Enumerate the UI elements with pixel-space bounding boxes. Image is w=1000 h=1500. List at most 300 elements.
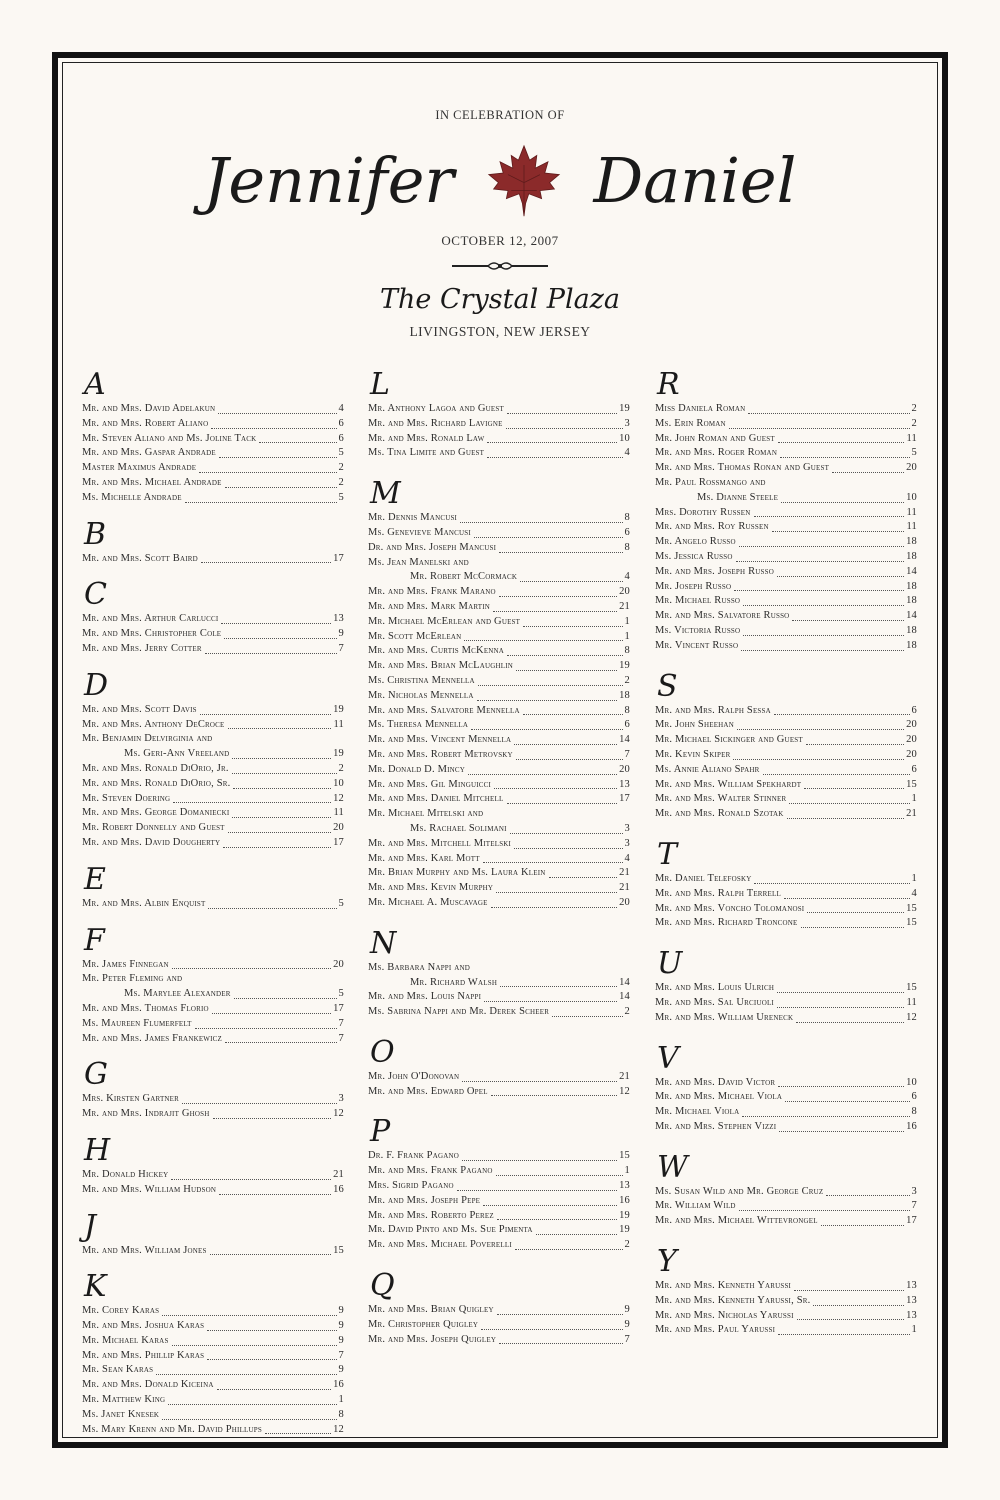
guest-name: Mr. Michael Viola [655,1106,740,1118]
guest-name: Mr. and Mrs. Frank Marano [368,586,496,598]
dot-leader [736,561,904,562]
guest-name: Ms. Genevieve Mancusi [368,526,471,538]
section-letter: Q [370,1268,395,1304]
table-number: 12 [333,1108,344,1120]
guest-entry [368,1070,630,1085]
guest-entry [368,792,630,807]
guest-entry [368,896,630,911]
table-number: 17 [333,552,344,564]
guest-entry [368,1238,630,1253]
section-t [655,838,917,931]
table-number: 6 [911,1091,917,1103]
pre-title: IN CELEBRATION OF [435,108,565,122]
dot-leader [468,774,617,775]
section-letter: B [84,516,107,552]
guest-entry [82,762,344,777]
section-letter: R [657,367,680,402]
section-letter: M [370,476,401,512]
dot-leader [743,605,904,606]
table-number: 17 [619,793,630,805]
guest-entry [368,674,630,689]
guest-name: Mr. Brian Murphy and Ms. Laura Klein [368,867,546,879]
section-j [82,1210,344,1259]
table-number: 20 [619,586,630,598]
dot-leader [787,818,905,819]
guest-name: Mr. and Mrs. Ronald DiOrio, Sr. [82,777,231,789]
guest-name: Mr. Steven Doering [82,792,171,804]
table-number: 3 [624,837,630,849]
guest-name: Mr. and Mrs. Roberto Perez [368,1209,494,1221]
dot-leader [763,774,910,775]
guest-name: Mrs. Sigrid Pagano [368,1180,454,1192]
dot-leader [225,487,337,488]
dot-leader [734,590,904,591]
dot-leader [777,1007,905,1008]
guest-name: Mr. and Mrs. Phillip Karas [82,1349,205,1361]
table-number: 15 [906,917,917,929]
guest-name: Mr. and Mrs. George Domaniecki [82,807,230,819]
dot-leader [494,788,617,789]
guest-entry [368,446,630,461]
table-number: 2 [338,462,344,474]
table-number: 9 [338,1364,344,1376]
table-number: 18 [906,580,917,592]
guest-entry [368,990,630,1005]
guest-entry [82,612,344,627]
guest-name: Mr. Scott McErlean [368,630,462,642]
section-letter: C [84,577,107,613]
guest-name: Mr. Anthony Lagoa and Guest [368,403,504,414]
guest-name: Master Maximus Andrade [82,462,197,474]
guest-entry [82,1017,344,1032]
guest-entry [368,961,630,976]
guest-name: Mr. and Mrs. Mark Martin [368,600,491,612]
dot-leader [797,1319,904,1320]
dot-leader [228,728,332,729]
guest-entry [655,520,917,535]
guest-name: Mr. and Mrs. Joshua Karas [82,1320,205,1332]
dot-leader [477,700,617,701]
dot-leader [496,892,617,893]
table-number: 1 [624,1165,630,1177]
guest-name: Ms. Jean Manelski and [368,556,469,568]
guest-name: Mr. Sean Karas [82,1364,154,1376]
table-number: 8 [624,704,630,716]
table-number: 13 [906,1280,917,1292]
guest-name: Mr. and Mrs. James Frankewicz [82,1032,222,1044]
table-number: 4 [624,571,630,583]
dot-leader [826,1195,909,1196]
dot-leader [182,1103,337,1104]
dot-leader [484,1001,617,1002]
table-number: 14 [906,610,917,622]
guest-entry [368,432,630,447]
table-number: 7 [338,642,344,654]
table-number: 21 [906,808,917,820]
guest-entry [368,1005,630,1020]
guest-name: Mr. and Mrs. Joseph Russo [655,565,774,577]
table-number: 13 [906,1294,917,1306]
table-number: 12 [619,1085,630,1097]
table-number: 15 [906,778,917,790]
guest-name: Mr. and Mrs. Stephen Vizzi [655,1120,777,1132]
guest-name: Mr. and Mrs. Donald Kiceina [82,1379,214,1391]
dot-leader [172,1345,337,1346]
table-number: 17 [333,1002,344,1014]
dot-leader [462,1160,617,1161]
table-number: 8 [624,512,630,524]
guest-entry [82,703,344,718]
guest-name: Ms. Dianne Steele [697,491,779,503]
guest-entry [368,1194,630,1209]
guest-entry [82,1304,344,1319]
guest-name: Ms. Sabrina Nappi and Mr. Derek Scheer [368,1006,550,1018]
dot-leader [781,502,904,503]
table-number: 20 [333,822,344,834]
guest-name: Ms. Annie Aliano Spahr [655,763,760,775]
guest-name: Mr. and Mrs. William Hudson [82,1183,217,1195]
section-letter: W [657,1149,688,1185]
table-number: 12 [333,792,344,804]
dot-leader [516,670,617,671]
guest-entry [368,402,630,417]
dot-leader [162,1315,336,1316]
table-number: 2 [911,417,917,429]
section-m [368,477,630,911]
guest-name: Mr. Angelo Russo [655,536,736,548]
table-number: 13 [619,778,630,790]
dot-leader [832,472,904,473]
guest-name: Mr. Donald Hickey [82,1168,169,1180]
guest-name: Mr. and Mrs. Daniel Mitchell [368,793,504,805]
dot-leader [520,581,622,582]
section-letter: V [657,1040,679,1076]
guest-entry [82,821,344,836]
guest-entry [655,432,917,447]
table-number: 6 [911,704,917,716]
dot-leader [743,635,904,636]
dot-leader [213,1118,332,1119]
table-number: 20 [906,462,917,474]
guest-name: Mr. and Mrs. Louis Ulrich [655,982,775,994]
guest-name: Mr. and Mrs. Ralph Terrell [655,887,781,899]
section-letter: F [84,922,105,958]
table-number: 18 [906,550,917,562]
dot-leader [499,552,622,553]
guest-name: Mr. and Mrs. Walter Stinner [655,793,787,805]
table-number: 7 [624,1333,630,1345]
guest-name: Mr. and Mrs. David Victor [655,1076,776,1088]
section-letter: N [370,925,397,961]
table-number: 8 [911,1106,917,1118]
guest-entry [368,541,630,556]
guest-entry [82,1319,344,1334]
dot-leader [507,655,622,656]
table-number: 3 [338,1093,344,1105]
guest-entry [82,417,344,432]
table-number: 2 [624,1006,630,1018]
dot-leader [471,729,622,730]
dot-leader [200,714,331,715]
table-number: 15 [906,982,917,994]
dot-leader [491,1095,617,1096]
table-number: 7 [911,1200,917,1212]
dot-leader [510,833,623,834]
table-number: 14 [619,976,630,988]
guest-name: Miss Daniela Roman [655,403,746,414]
guest-name: Mr. and Mrs. Roger Roman [655,447,778,459]
section-h [82,1134,344,1198]
section-g [82,1058,344,1122]
dot-leader [772,531,905,532]
guest-name: Mr. and Mrs. Arthur Carlucci [82,613,219,625]
guest-entry [82,627,344,642]
dot-leader [523,714,623,715]
dot-leader [228,832,331,833]
guest-name: Ms. Marylee Alexander [124,988,231,1000]
guest-name: Mr. Michael McErlean and Guest [368,615,521,627]
dot-leader [792,620,904,621]
dot-leader [500,986,617,987]
section-w [655,1151,917,1229]
dot-leader [483,862,623,863]
dot-leader [493,611,617,612]
guest-entry [82,1423,344,1438]
guest-entry [82,1107,344,1122]
guest-name: Ms. Theresa Mennella [368,719,469,731]
guest-name: Mr. and Mrs. Ronald Szotak [655,808,784,820]
dot-leader [219,1194,331,1195]
table-number: 18 [906,639,917,651]
section-y [655,1245,917,1338]
seating-column-1 [82,368,344,1437]
guest-name: Mr. and Mrs. Albin Enquist [82,897,206,909]
guest-name: Mr. and Mrs. William Ureneck [655,1011,794,1023]
table-number: 11 [906,521,917,533]
dot-leader [205,653,337,654]
guest-entry [655,1294,917,1309]
guest-entry [82,958,344,973]
table-number: 16 [333,1183,344,1195]
guest-name: Mr. and Mrs. Robert Metrovsky [368,748,513,760]
table-number: 19 [619,660,630,672]
dot-leader [737,729,904,730]
venue-name: The Crystal Plaza [379,284,621,315]
dot-leader [499,1343,622,1344]
guest-entry [82,461,344,476]
table-number: 2 [624,674,630,686]
guest-name: Mr. and Mrs. Mitchell Mitelski [368,837,512,849]
guest-entry [82,491,344,506]
guest-entry [655,1090,917,1105]
guest-name: Mr. and Mrs. Kevin Murphy [368,882,494,894]
table-number: 20 [906,719,917,731]
section-letter: T [657,836,678,872]
guest-name: Mr. and Mrs. Sal Urciuoli [655,996,774,1008]
guest-name: Mr. and Mrs. Thomas Ronan and Guest [655,462,830,474]
guest-name: Dr. F. Frank Pagano [368,1150,459,1162]
guest-name: Ms. Mary Krenn and Mr. David Phillups [82,1423,262,1435]
dot-leader [777,992,904,993]
table-number: 14 [619,734,630,746]
guest-entry [82,432,344,447]
table-number: 7 [338,1017,344,1029]
dot-leader [218,413,336,414]
section-c [82,578,344,656]
dot-leader [729,428,910,429]
guest-name: Mr. and Mrs. Edward Opel [368,1085,488,1097]
guest-entry [655,1199,917,1214]
guest-entry [655,476,917,491]
guest-entry [368,630,630,645]
table-number: 18 [906,624,917,636]
guest-entry [368,733,630,748]
table-number: 9 [624,1318,630,1330]
guest-name: Mr. and Mrs. Louis Nappi [368,991,482,1003]
guest-name: Mr. and Mrs. Salvatore Mennella [368,704,520,716]
section-letter: H [84,1132,111,1168]
section-s [655,670,917,822]
table-number: 10 [333,777,344,789]
section-letter: J [84,1208,97,1244]
dot-leader [780,457,909,458]
dot-leader [748,413,909,414]
dot-leader [199,472,336,473]
guest-name: Mr. Vincent Russo [655,639,739,651]
guest-entry [368,1209,630,1224]
section-v [655,1042,917,1135]
table-number: 7 [624,748,630,760]
table-number: 10 [619,432,630,444]
table-number: 1 [624,630,630,642]
table-number: 9 [338,1305,344,1317]
guest-name: Mr. and Mrs. Salvatore Russo [655,610,790,622]
dot-leader [497,1314,623,1315]
table-number: 9 [338,1334,344,1346]
guest-name: Mr. Michael Mitelski and [368,808,484,820]
table-number: 11 [333,807,344,819]
dot-leader [265,1433,331,1434]
maple-leaf-icon [484,141,564,221]
table-number: 6 [338,432,344,444]
guest-entry [368,659,630,674]
dot-leader [497,1219,617,1220]
guest-name: Mr. and Mrs. Joseph Quigley [368,1333,497,1345]
dot-leader [462,1081,617,1082]
name-right: Daniel [593,143,797,217]
guest-name: Mr. Benjamin Delvirginia and [82,733,213,745]
dot-leader [156,1374,336,1375]
guest-entry [82,1408,344,1423]
dot-leader [219,457,337,458]
table-number: 16 [619,1194,630,1206]
table-number: 2 [338,762,344,774]
guest-name: Mr. Joseph Russo [655,580,732,592]
guest-entry [655,872,917,887]
guest-entry [82,446,344,461]
guest-name: Mr. and Mrs. Richard Troncone [655,917,798,929]
guest-entry [368,976,630,991]
table-number: 10 [906,1076,917,1088]
dot-leader [168,1404,336,1405]
guest-entry [655,704,917,719]
table-number: 11 [906,996,917,1008]
guest-name: Mr. and Mrs. Robert Aliano [82,417,209,429]
guest-entry [368,807,630,822]
dot-leader [778,1334,909,1335]
guest-entry [82,718,344,733]
guest-name: Mr. and Mrs. Gaspar Andrade [82,447,216,459]
guest-entry [655,1279,917,1294]
guest-entry [655,1076,917,1091]
guest-name: Mr. and Mrs. William Spekhardt [655,778,802,790]
dot-leader [210,1254,331,1255]
guest-entry [82,987,344,1002]
guest-name: Mr. Robert McCormack [410,571,518,583]
dot-leader [739,1210,910,1211]
table-number: 1 [911,872,917,884]
section-letter: P [370,1114,391,1150]
guest-entry [655,580,917,595]
guest-entry [82,1092,344,1107]
dot-leader [208,908,336,909]
guest-entry [368,1149,630,1164]
dot-leader [796,1022,904,1023]
guest-name: Mr. and Mrs. Paul Yarussi [655,1324,776,1336]
guest-entry [368,556,630,571]
dot-leader [789,803,909,804]
guest-entry [82,732,344,747]
guest-entry [655,1185,917,1200]
dot-leader [224,638,336,639]
guest-name: Mr. and Mrs. Curtis McKenna [368,645,505,657]
guest-name: Ms. Tina Limite and Guest [368,447,485,459]
guest-name: Mr. and Mrs. Ronald DiOrio, Jr. [82,762,229,774]
guest-entry [655,491,917,506]
table-number: 18 [619,689,630,701]
dot-leader [536,1234,617,1235]
guest-name: Mr. Paul Rossmango and [655,476,766,488]
section-letter: K [84,1269,107,1305]
dot-leader [739,546,904,547]
dot-leader [487,442,617,443]
dot-leader [515,1249,623,1250]
guest-entry [655,748,917,763]
table-number: 13 [906,1309,917,1321]
table-number: 5 [911,447,917,459]
table-number: 18 [906,536,917,548]
guest-entry [655,417,917,432]
guest-entry [368,1333,630,1348]
table-number: 9 [624,1304,630,1316]
table-number: 6 [624,526,630,538]
guest-name: Mr. and Mrs. Frank Pagano [368,1165,493,1177]
table-number: 20 [619,896,630,908]
table-number: 8 [338,1408,344,1420]
table-number: 19 [333,703,344,715]
table-number: 12 [906,1011,917,1023]
guest-name: Mr. and Mrs. Thomas Florio [82,1002,209,1014]
guest-entry [368,822,630,837]
guest-entry [368,1164,630,1179]
guest-entry [82,1244,344,1259]
dot-leader [491,907,618,908]
dot-leader [523,626,622,627]
guest-name: Ms. Rachael Solimani [410,822,507,834]
guest-name: Mr. and Mrs. Scott Davis [82,703,197,715]
section-k [82,1270,344,1437]
guest-name: Mr. David Pinto and Ms. Sue Pimenta [368,1224,533,1236]
